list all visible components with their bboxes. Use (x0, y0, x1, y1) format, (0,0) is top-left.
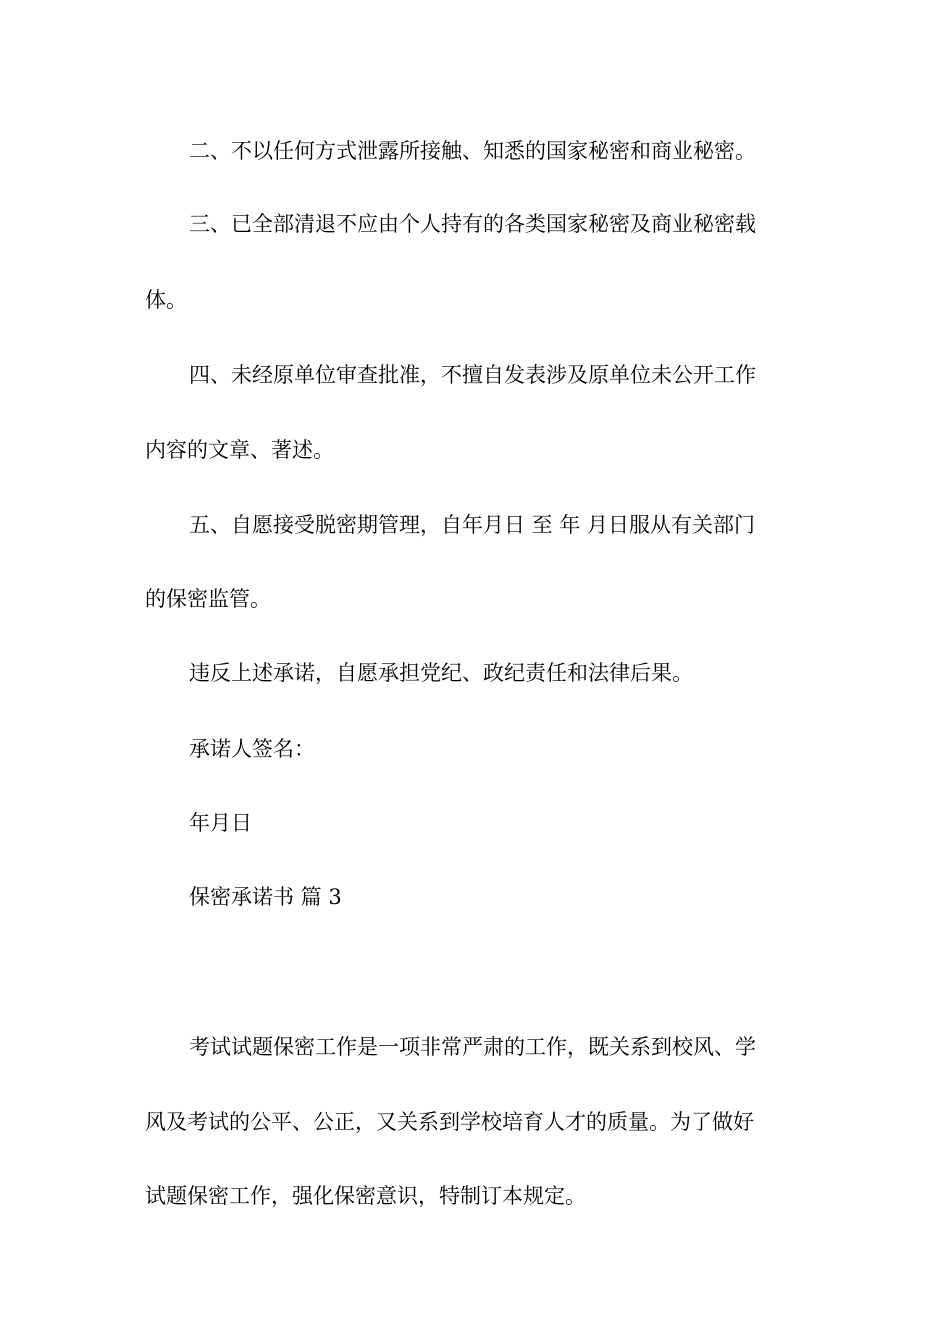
violation-statement: 违反上述承诺，自愿承担党纪、政纪责任和法律后果。 (189, 661, 693, 685)
date-label: 年月日 (189, 811, 252, 835)
section-heading: 保密承诺书 篇 3 (189, 885, 342, 909)
paragraph-3-line-1: 三、已全部清退不应由个人持有的各类国家秘密及商业秘密载 (189, 212, 756, 236)
paragraph-4-line-1: 四、未经原单位审查批准，不擅自发表涉及原单位未公开工作 (189, 363, 756, 387)
paragraph-5-line-2: 的保密监管。 (145, 587, 271, 611)
paragraph-4-line-2: 内容的文章、著述。 (145, 438, 334, 462)
signature-label: 承诺人签名： (189, 737, 315, 761)
paragraph-2-line-1: 二、不以任何方式泄露所接触、知悉的国家秘密和商业秘密。 (189, 139, 756, 163)
paragraph-3-line-2: 体。 (145, 288, 187, 312)
exam-paragraph-line-3: 试题保密工作，强化保密意识，特制订本规定。 (145, 1184, 586, 1208)
paragraph-5-line-1: 五、自愿接受脱密期管理，自年月日 至 年 月日服从有关部门 (189, 513, 756, 537)
exam-paragraph-line-2: 风及考试的公平、公正，又关系到学校培育人才的质量。为了做好 (145, 1110, 754, 1134)
exam-paragraph-line-1: 考试试题保密工作是一项非常严肃的工作，既关系到校风、学 (189, 1035, 756, 1059)
